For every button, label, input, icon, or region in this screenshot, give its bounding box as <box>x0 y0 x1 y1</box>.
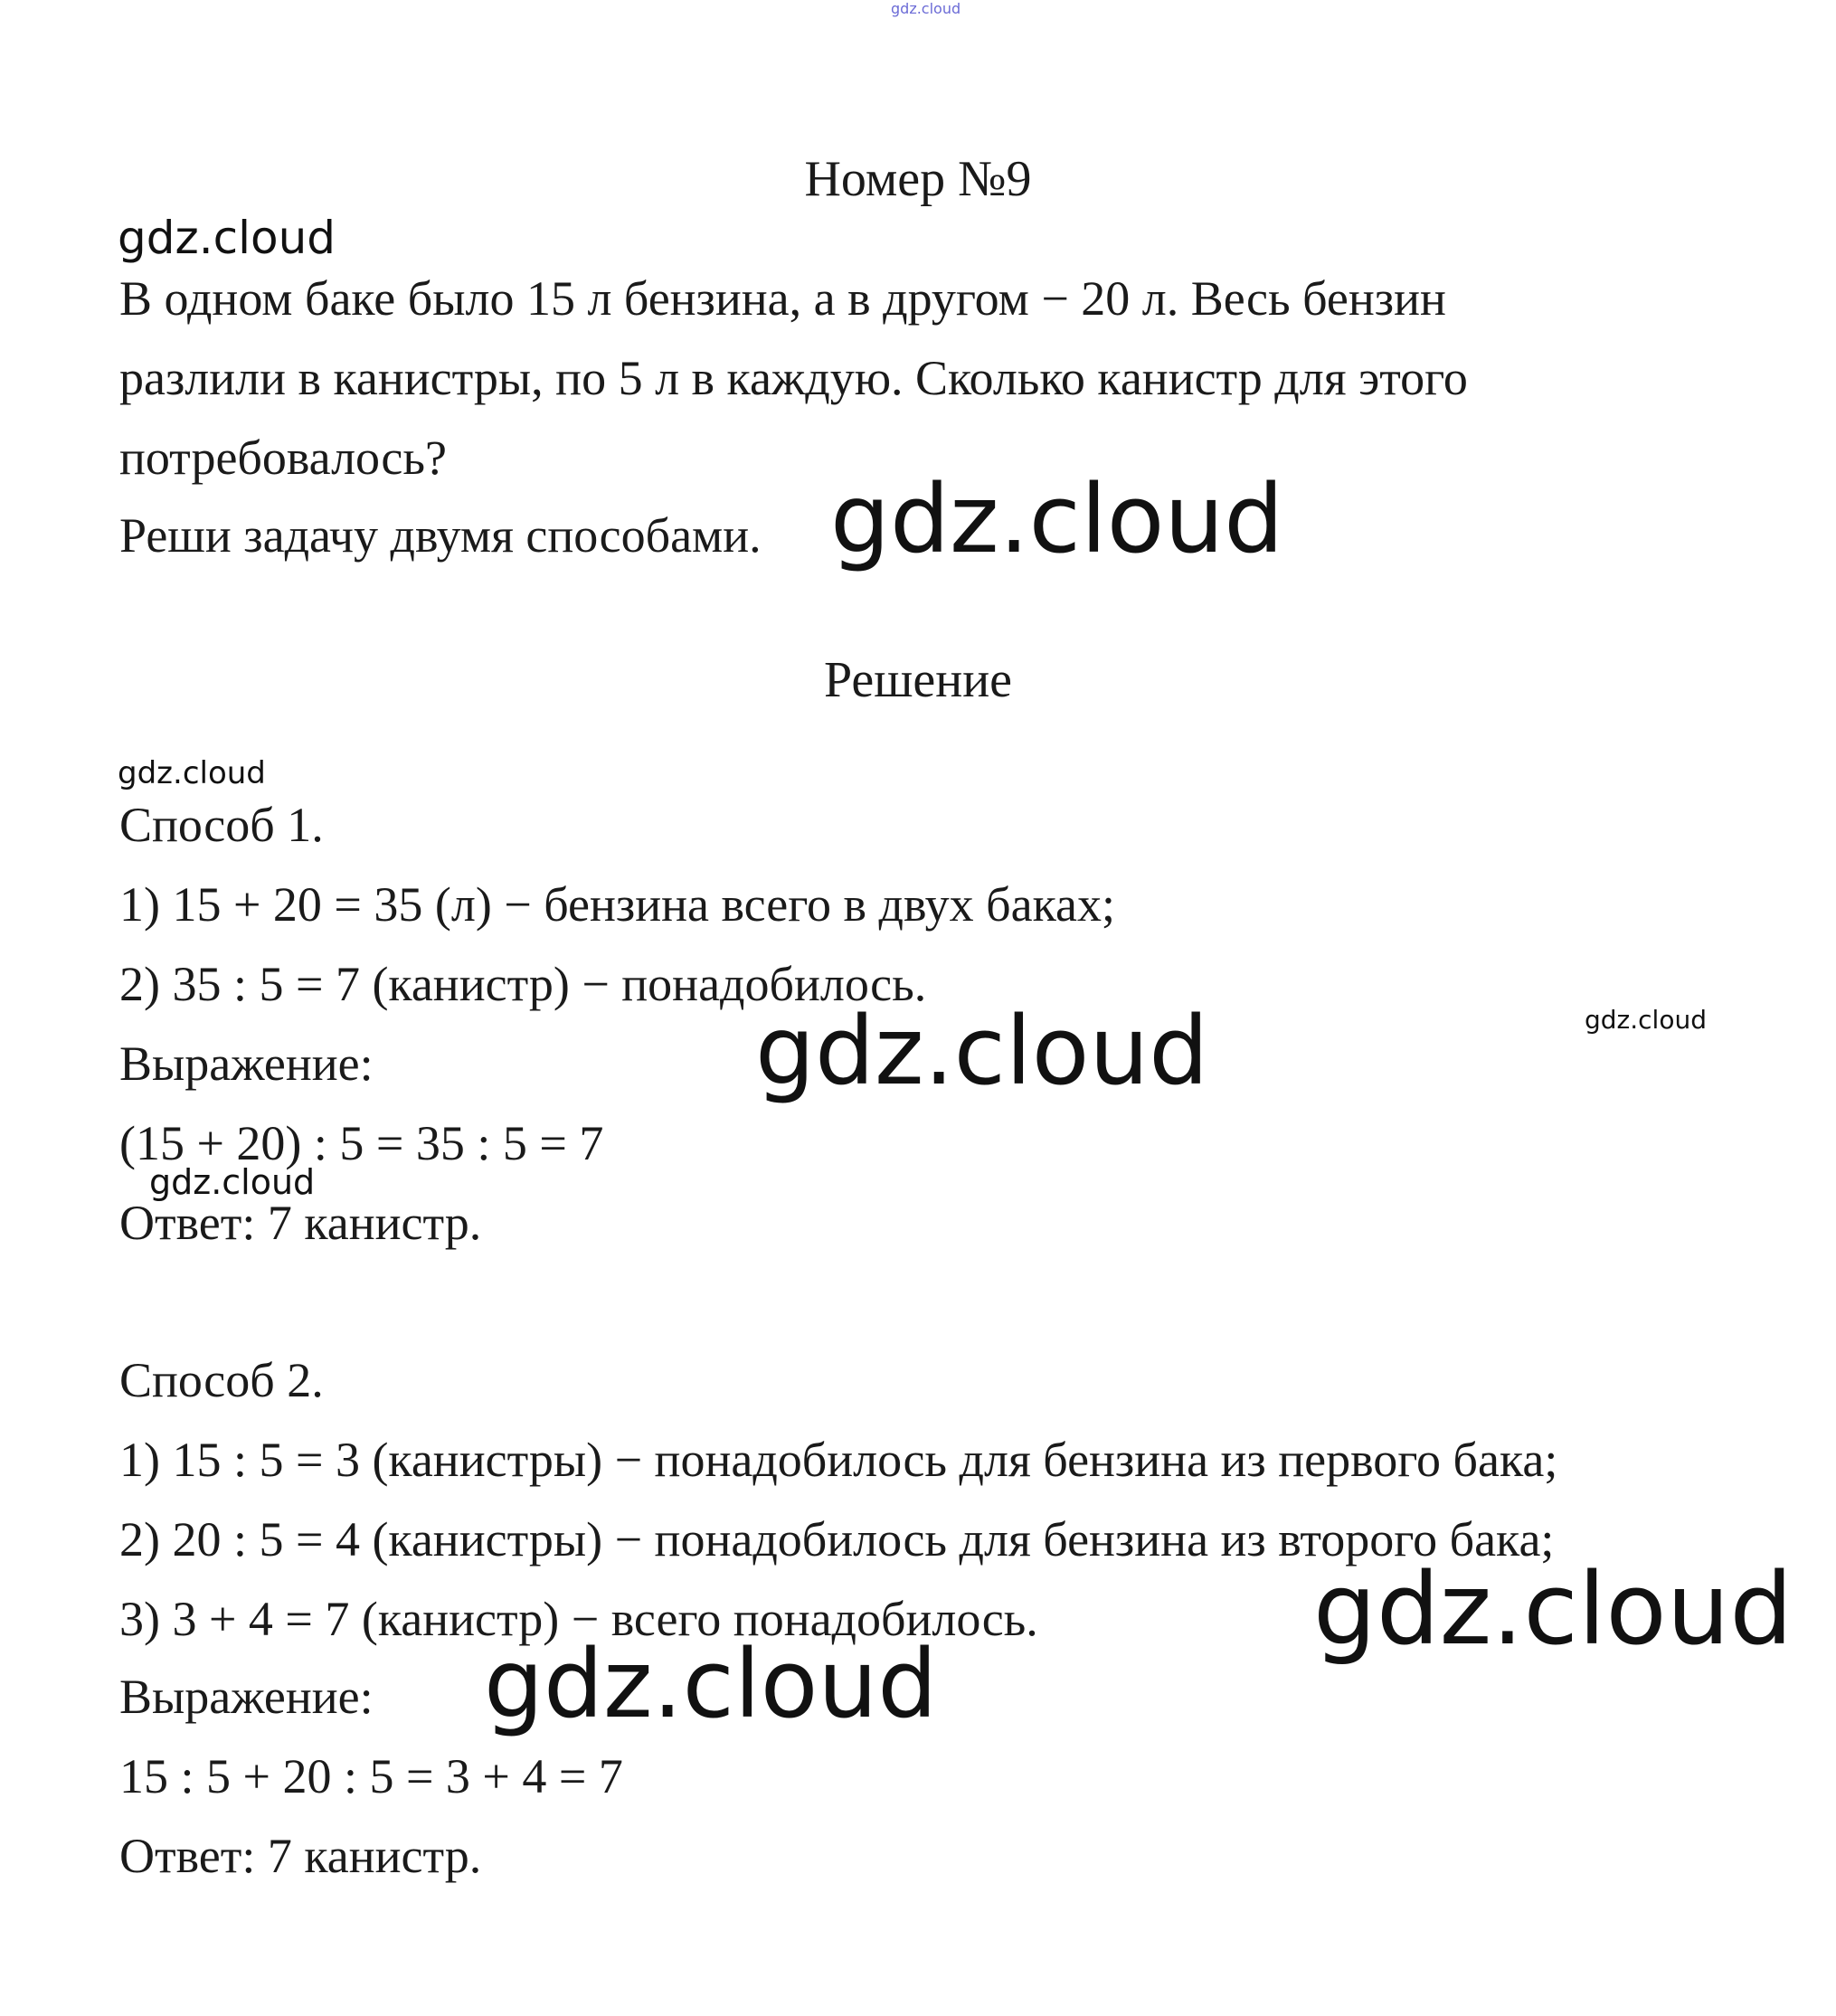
method1-answer: Ответ: 7 канистр. <box>119 1196 482 1250</box>
problem-line-3: потребовалось? <box>119 431 447 485</box>
watermark: gdz.cloud <box>1313 1551 1793 1667</box>
watermark-top: gdz.cloud <box>891 0 961 17</box>
watermark: gdz.cloud <box>149 1162 316 1202</box>
method2-step-2: 2) 20 : 5 = 4 (канистры) − понадобилось для бензина из второго бака; <box>119 1512 1555 1566</box>
method1-step-1: 1) 15 + 20 = 35 (л) − бензина всего в двух баках; <box>119 877 1116 932</box>
method2-answer: Ответ: 7 канистр. <box>119 1829 482 1883</box>
method2-expression: 15 : 5 + 20 : 5 = 3 + 4 = 7 <box>119 1749 623 1803</box>
method2-expression-label: Выражение: <box>119 1670 374 1724</box>
method2-step-3: 3) 3 + 4 = 7 (канистр) − всего понадобилось. <box>119 1592 1038 1646</box>
watermark: gdz.cloud <box>118 755 266 791</box>
problem-line-4: Реши задачу двумя способами. <box>119 508 762 563</box>
watermark: gdz.cloud <box>830 464 1284 574</box>
method2-title: Способ 2. <box>119 1353 324 1407</box>
page-title: Номер №9 <box>804 151 1032 207</box>
watermark: gdz.cloud <box>484 1629 938 1739</box>
watermark: gdz.cloud <box>118 212 336 264</box>
method1-expression-label: Выражение: <box>119 1036 374 1091</box>
method1-expression: (15 + 20) : 5 = 35 : 5 = 7 <box>119 1116 604 1170</box>
method1-step-2: 2) 35 : 5 = 7 (канистр) − понадобилось. <box>119 957 927 1011</box>
problem-line-2: разлили в канистры, по 5 л в каждую. Сколько канистр для этого <box>119 351 1468 405</box>
method1-title: Способ 1. <box>119 798 324 852</box>
watermark: gdz.cloud <box>755 996 1209 1106</box>
problem-line-1: В одном баке было 15 л бензина, а в другом − 20 л. Весь бензин <box>119 271 1446 326</box>
method2-step-1: 1) 15 : 5 = 3 (канистры) − понадобилось для бензина из первого бака; <box>119 1433 1558 1487</box>
solution-heading: Решение <box>823 652 1013 708</box>
watermark: gdz.cloud <box>1585 1005 1707 1035</box>
